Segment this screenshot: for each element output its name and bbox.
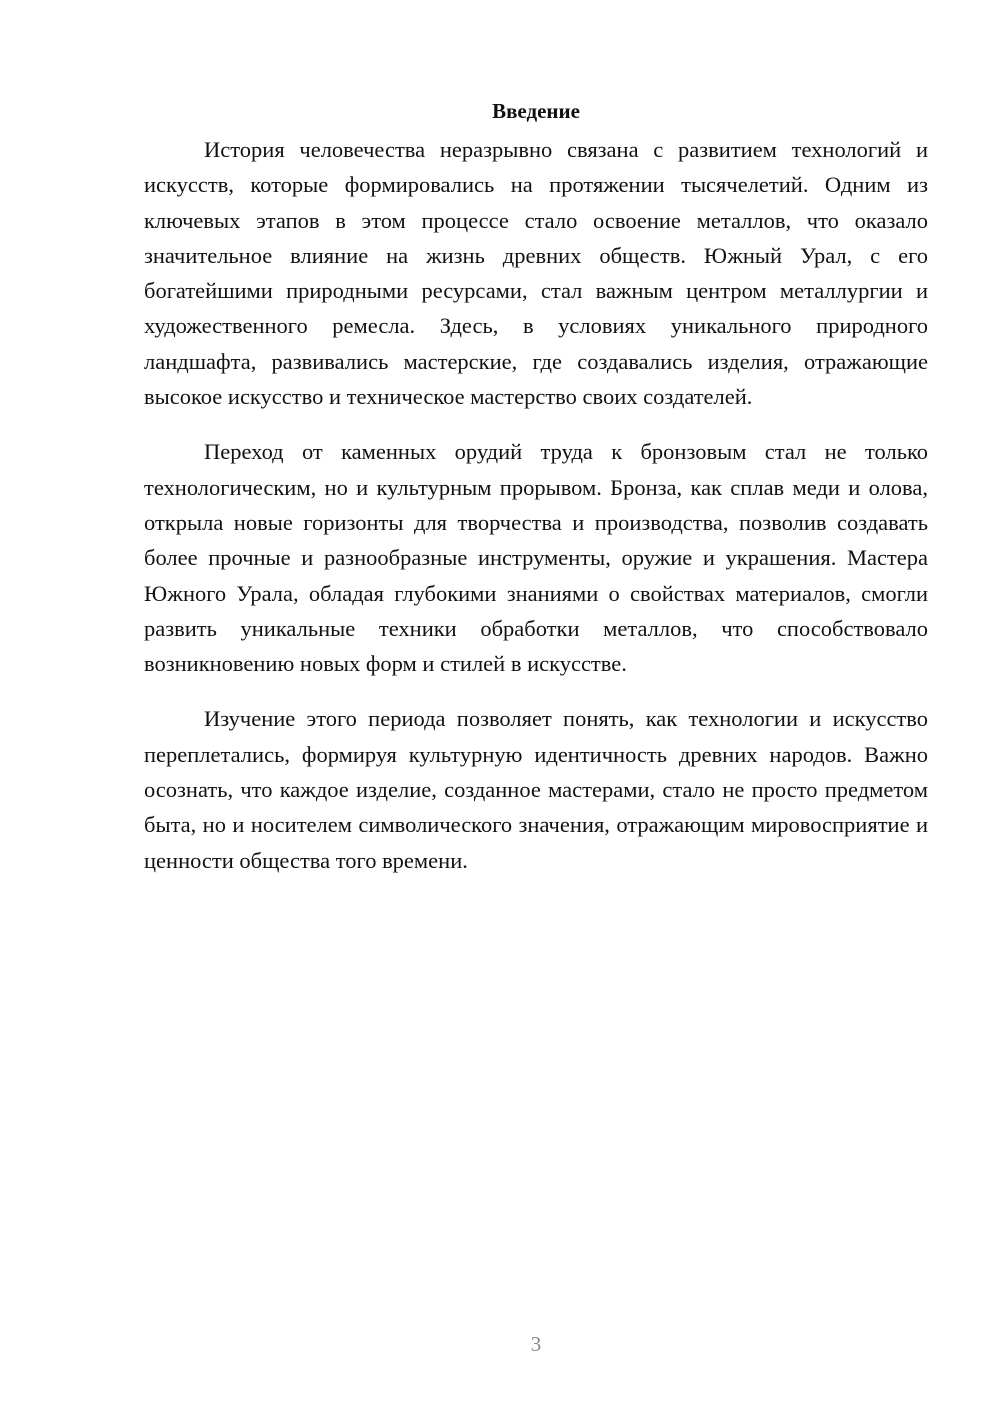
paragraph-3: Изучение этого периода позволяет понять, как технологии и искусство переплетались, формируя культурную идентичность древних народов. Важно осознать, что каждое изделие, созданное мастерами, стало не просто предметом быта, но и носителем символического значения, отражающим мировосприятие и ценности общества того времени. — [144, 706, 928, 873]
paragraph-2: Переход от каменных орудий труда к бронзовым стал не только технологическим, но и культурным прорывом. Бронза, как сплав меди и олова, открыла новые горизонты для творчества и производства, позволив создавать более прочные и разнообразные инструменты, оружие и украшения. Мастера Южного Урала, обладая глубокими знаниями о свойствах материалов, смогли развить уникальные техники обработки металлов, что способствовало возникновению новых форм и стилей в искусстве. — [144, 439, 928, 677]
page-number: 3 — [530, 1332, 542, 1356]
paragraph-1: История человечества неразрывно связана с развитием технологий и искусств, которые формировались на протяжении тысячелетий. Одним из ключевых этапов в этом процессе стало освоение металлов, что оказало значительное влияние на жизнь древних обществ. Южный Урал, с его богатейшими природными ресурсами, стал важным центром металлургии и художественного ремесла. Здесь, в условиях уникального природного ландшафта, развивались мастерские, где создавались изделия, отражающие высокое искусство и техническое мастерство своих создателей. — [144, 137, 928, 410]
section-title: Введение — [492, 99, 580, 123]
page-content — [144, 96, 928, 898]
